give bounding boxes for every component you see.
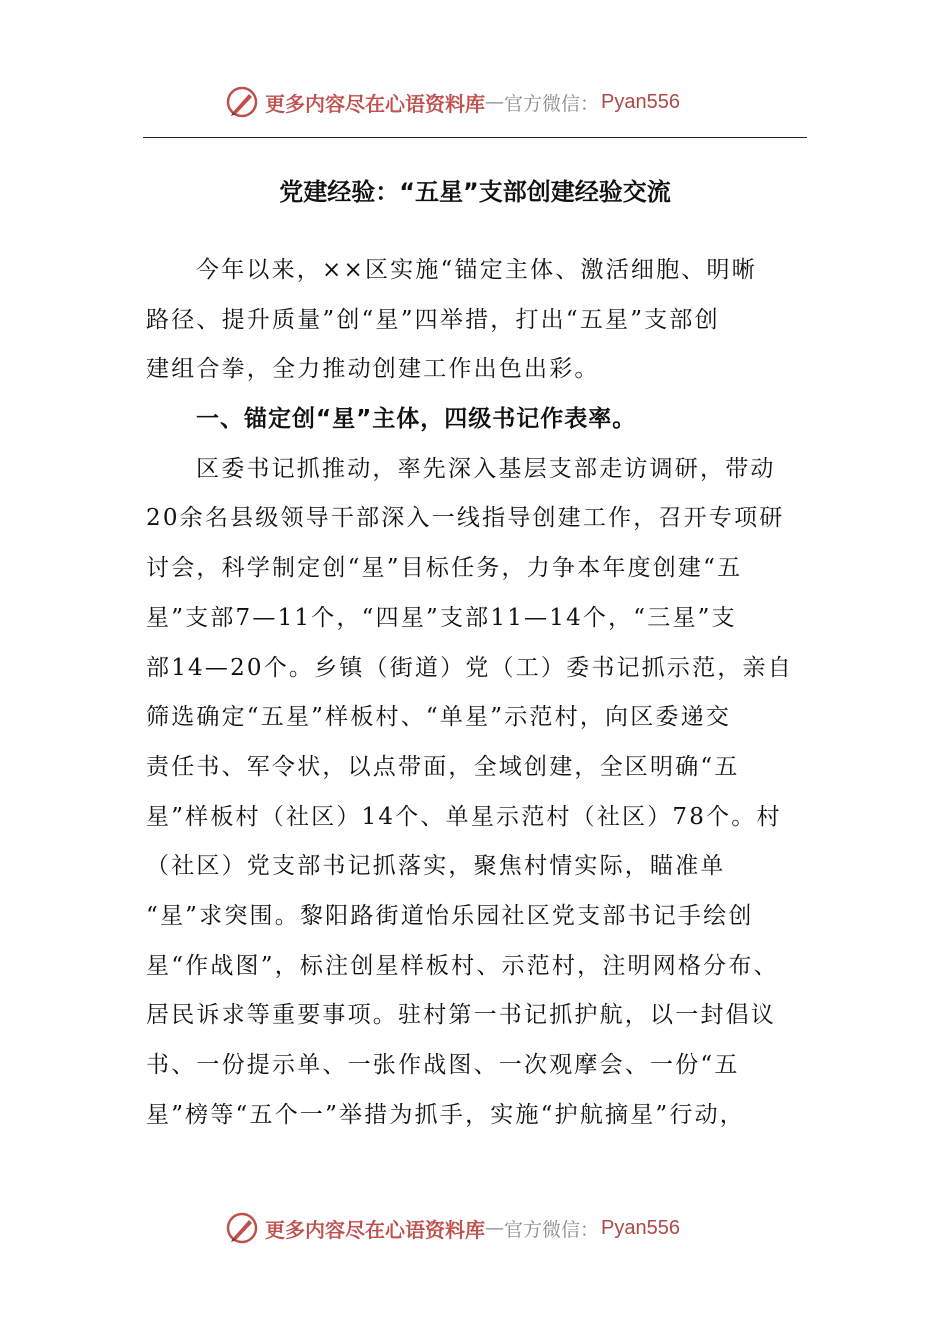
body-line: 20余名县级领导干部深入一线指导创建工作，召开专项研 <box>146 505 785 532</box>
body-line: 星”榜等“五个一”举措为抓手，实施“护航摘星”行动， <box>146 1101 745 1128</box>
document-title: 党建经验：“五星”支部创建经验交流 <box>279 178 671 206</box>
watermark-separator: — <box>485 1217 504 1239</box>
pen-in-circle-icon <box>225 1211 259 1245</box>
body-line: 星”支部7—11个，“四星”支部11—14个，“三星”支 <box>146 604 737 631</box>
body-line: 筛选确定“五星”样板村、“单星”示范村，向区委递交 <box>146 704 732 731</box>
watermark-wechat-id: Pyan556 <box>601 1216 680 1239</box>
body-line: 部14—20个。乡镇（街道）党（工）委书记抓示范，亲自 <box>146 654 793 681</box>
body-line: 今年以来，××区实施“锚定主体、激活细胞、明晰 <box>196 257 757 283</box>
body-line: 区委书记抓推动，率先深入基层支部走访调研，带动 <box>196 455 776 482</box>
body-line: 讨会，科学制定创“星”目标任务，力争本年度创建“五 <box>146 555 743 582</box>
body-line: 书、一份提示单、一张作战图、一次观摩会、一份“五 <box>146 1052 740 1078</box>
body-line: 路径、提升质量”创“星”四举措，打出“五星”支部创 <box>146 306 720 333</box>
watermark-wechat-label: 官方微信： <box>504 1218 600 1241</box>
watermark-brand-text: 更多内容尽在心语资料库 <box>265 1217 485 1242</box>
watermark-wechat-id: Pyan556 <box>601 90 680 113</box>
document-body <box>146 246 796 1140</box>
watermark-separator: — <box>485 91 504 113</box>
body-line: 星“作战图”，标注创星样板村、示范村，注明网格分布、 <box>146 952 779 979</box>
header-divider <box>143 137 807 138</box>
body-line: 建组合拳，全力推动创建工作出色出彩。 <box>146 356 600 383</box>
body-line: 星”样板村（社区）14个、单星示范村（社区）78个。村 <box>146 803 782 830</box>
body-line: （社区）党支部书记抓落实，聚焦村情实际，瞄准单 <box>146 853 726 880</box>
body-line: 责任书、军令状，以点带面，全域创建，全区明确“五 <box>146 753 740 780</box>
body-line: “星”求突围。黎阳路街道怡乐园社区党支部书记手绘创 <box>146 902 754 929</box>
section-heading: 一、锚定创“星”主体，四级书记作表率。 <box>196 406 637 433</box>
body-line: 居民诉求等重要事项。驻村第一书记抓护航，以一封倡议 <box>146 1002 776 1029</box>
watermark-footer <box>225 1208 745 1248</box>
watermark-header <box>225 82 745 122</box>
watermark-wechat-label: 官方微信： <box>504 92 600 115</box>
watermark-brand-text: 更多内容尽在心语资料库 <box>265 91 485 116</box>
pen-in-circle-icon <box>225 85 259 119</box>
